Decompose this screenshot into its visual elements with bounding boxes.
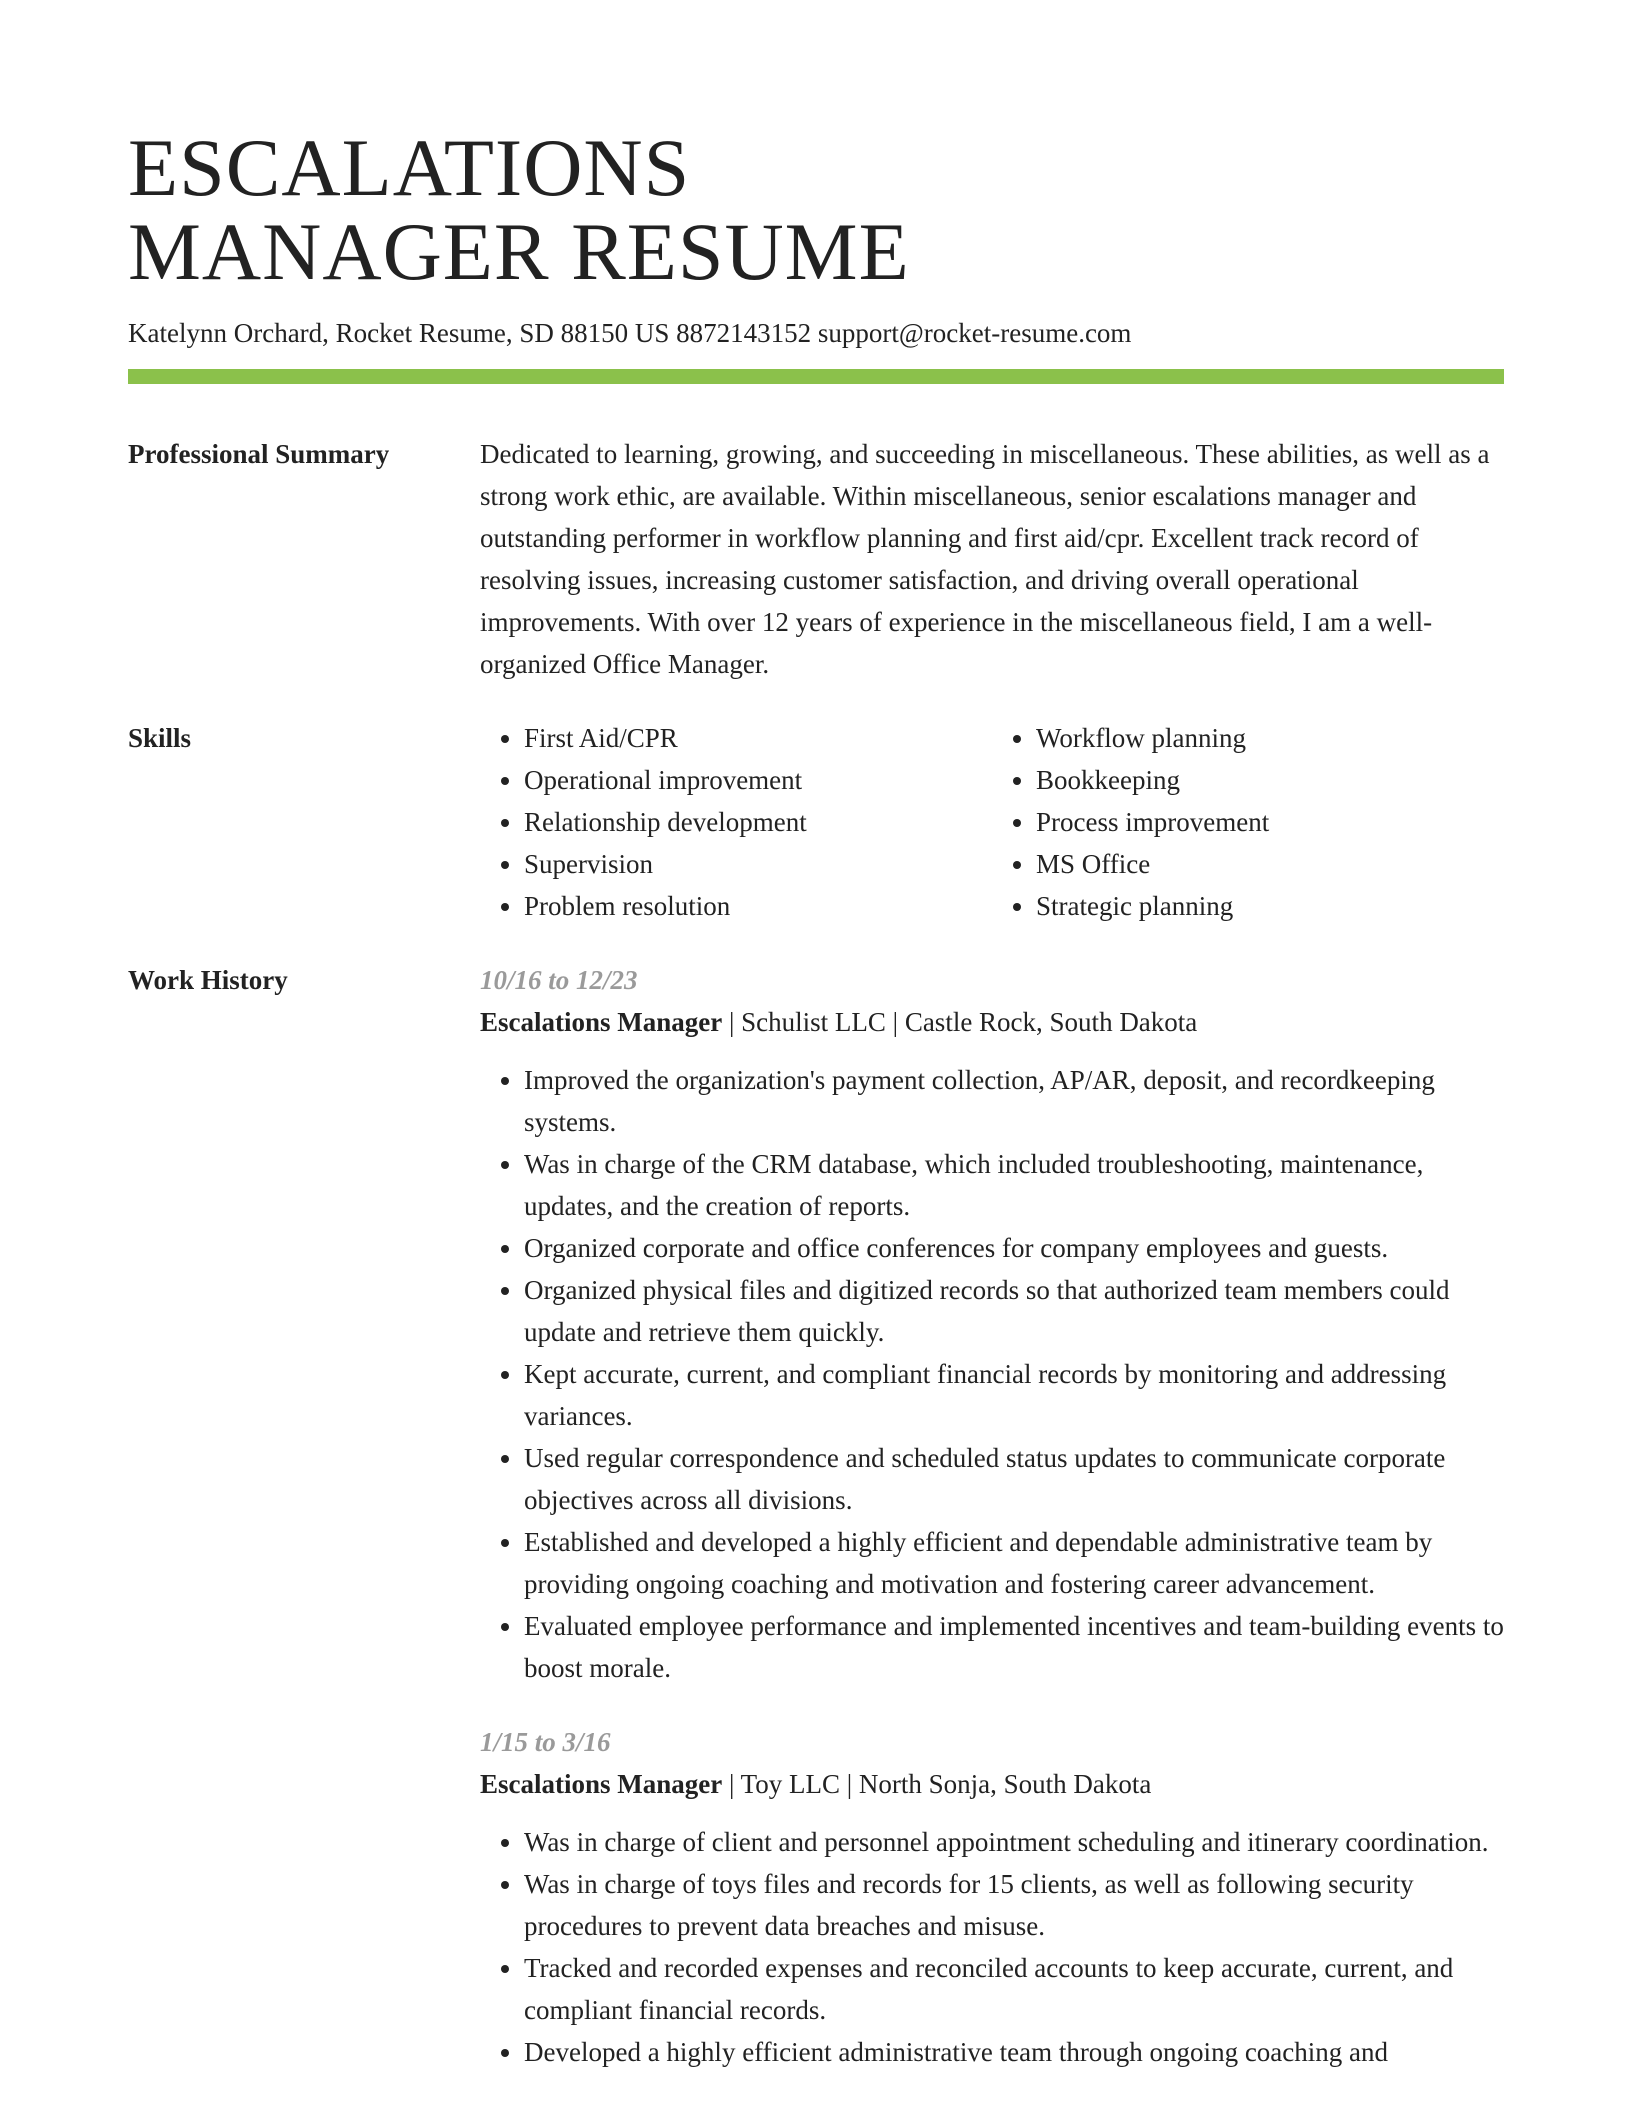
job-bullet: • Used regular correspondence and scheduled status updates to communicate corporate objectives across all divisions. bbox=[524, 1437, 1504, 1521]
job-bullet: • Was in charge of the CRM database, which included troubleshooting, maintenance, updates, and the creation of reports. bbox=[524, 1143, 1504, 1227]
summary-text: Dedicated to learning, growing, and succeeding in miscellaneous. These abilities, as well as a strong work ethic, are available. Within miscellaneous, senior escalations manager and outstanding performer in workflow planning and first aid/cpr. Excellent track record of resolving issues, increasing customer satisfaction, and driving overall operational improvements. With over 12 years of experience in the miscellaneous field, I am a well-organized Office Manager. bbox=[480, 439, 1490, 679]
title-line-2: MANAGER RESUME bbox=[128, 206, 910, 297]
title-line-1: ESCALATIONS bbox=[128, 122, 691, 213]
job-bullet: • Kept accurate, current, and compliant financial records by monitoring and addressing variances. bbox=[524, 1353, 1504, 1437]
skill-item: • Bookkeeping bbox=[1036, 759, 1504, 801]
job-bullet: • Tracked and recorded expenses and reconciled accounts to keep accurate, current, and compliant financial records. bbox=[524, 1947, 1504, 2031]
skills-column-2 bbox=[992, 717, 1504, 927]
job-bullet: • Improved the organization's payment collection, AP/AR, deposit, and recordkeeping systems. bbox=[524, 1059, 1504, 1143]
job-details: | Toy LLC | North Sonja, South Dakota bbox=[722, 1769, 1152, 1799]
job-bullet: • Established and developed a highly efficient and dependable administrative team by providing ongoing coaching and motivation and fostering career advancement. bbox=[524, 1521, 1504, 1605]
work-history-list bbox=[480, 959, 1504, 2105]
job-bullet: • Organized corporate and office conferences for company employees and guests. bbox=[524, 1227, 1504, 1269]
job-title-line bbox=[480, 1763, 1504, 1805]
job-bullet: • Organized physical files and digitized records so that authorized team members could update and retrieve them quickly. bbox=[524, 1269, 1504, 1353]
job-bullet: • Evaluated employee performance and implemented incentives and team-building events to boost morale. bbox=[524, 1605, 1504, 1689]
section-label-skills: Skills bbox=[128, 723, 192, 753]
skill-item: • Process improvement bbox=[1036, 801, 1504, 843]
job-dates: 1/15 to 3/16 bbox=[480, 1727, 611, 1757]
skill-item: • Problem resolution bbox=[524, 885, 992, 927]
skill-item: • Relationship development bbox=[524, 801, 992, 843]
skill-item: • Operational improvement bbox=[524, 759, 992, 801]
job-title-line bbox=[480, 1001, 1504, 1043]
job-entry bbox=[480, 1721, 1504, 2073]
job-bullets bbox=[480, 1821, 1504, 2073]
job-title: Escalations Manager bbox=[480, 1769, 723, 1799]
job-dates: 10/16 to 12/23 bbox=[480, 965, 638, 995]
section-label-summary: Professional Summary bbox=[128, 439, 390, 469]
accent-divider bbox=[128, 369, 1504, 384]
skills-section bbox=[128, 717, 1504, 927]
work-history-section bbox=[128, 959, 1504, 2105]
skills-column-1 bbox=[480, 717, 992, 927]
section-label-work-history: Work History bbox=[128, 965, 288, 995]
resume-page bbox=[128, 122, 1504, 2105]
skill-item: • MS Office bbox=[1036, 843, 1504, 885]
job-title: Escalations Manager bbox=[480, 1007, 723, 1037]
skill-item: • Strategic planning bbox=[1036, 885, 1504, 927]
resume-title bbox=[128, 122, 1504, 297]
job-bullet: • Was in charge of toys files and records for 15 clients, as well as following security procedures to prevent data breaches and misuse. bbox=[524, 1863, 1504, 1947]
job-bullet: • Developed a highly efficient administrative team through ongoing coaching and bbox=[524, 2031, 1504, 2073]
skill-item: • Workflow planning bbox=[1036, 717, 1504, 759]
skill-item: • Supervision bbox=[524, 843, 992, 885]
professional-summary-section bbox=[128, 433, 1504, 685]
skills-grid bbox=[480, 717, 1504, 927]
job-bullet: • Was in charge of client and personnel appointment scheduling and itinerary coordination. bbox=[524, 1821, 1504, 1863]
job-bullets bbox=[480, 1059, 1504, 1689]
skill-item: • First Aid/CPR bbox=[524, 717, 992, 759]
job-entry bbox=[480, 959, 1504, 1689]
contact-line: Katelynn Orchard, Rocket Resume, SD 88150 US 8872143152 support@rocket-resume.com bbox=[128, 318, 1132, 348]
job-details: | Schulist LLC | Castle Rock, South Dakota bbox=[722, 1007, 1198, 1037]
